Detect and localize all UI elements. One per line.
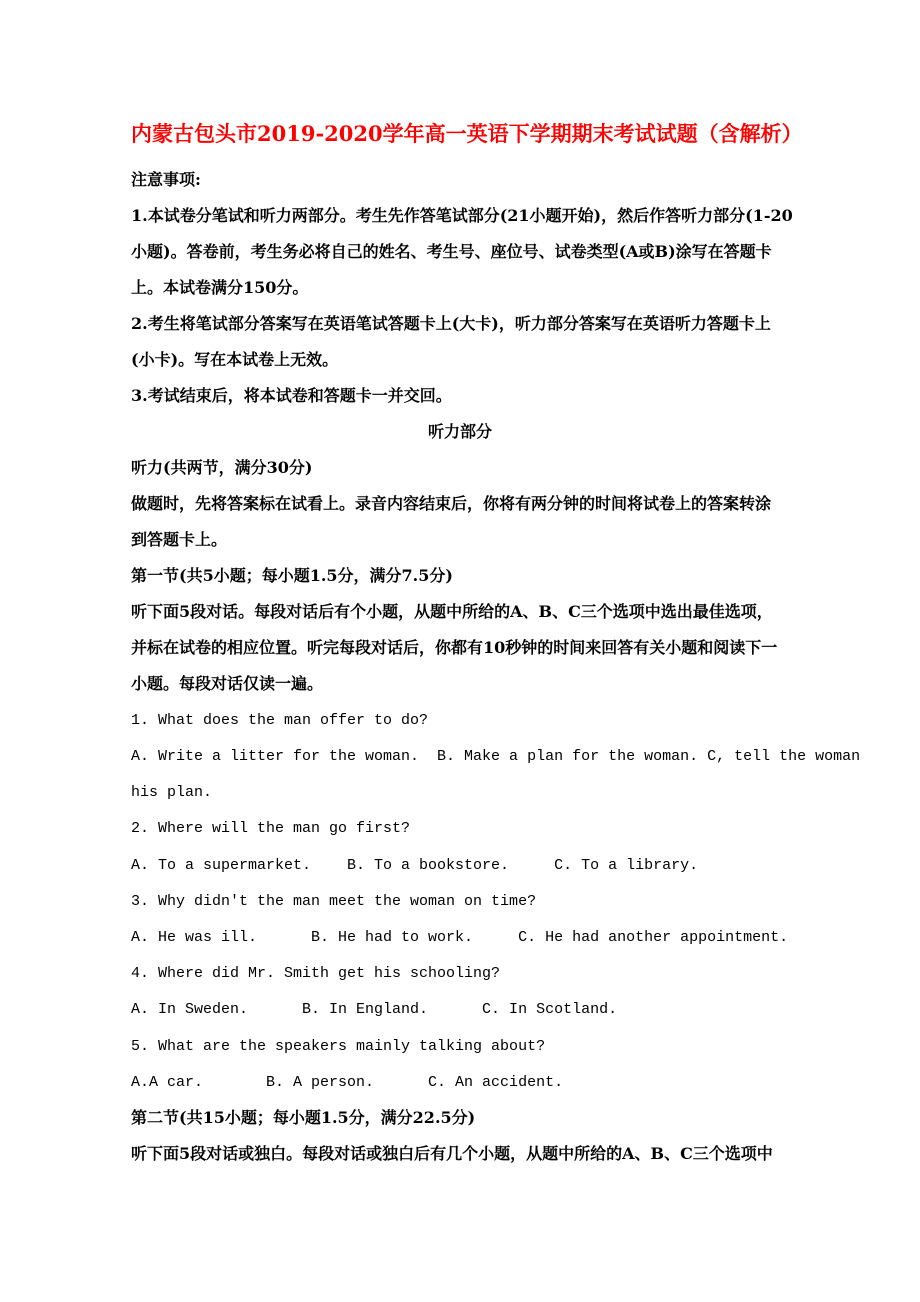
section-title: 听力部分 (427, 422, 492, 441)
question-3-options: A. He was ill. B. He had to work. C. He had another appointment. (131, 929, 789, 946)
part2-intro-line-1: 听下面5段对话或独白。每段对话或独白后有几个小题，从题中所给的A、B、C三个选项中 (131, 1144, 773, 1163)
question-4-options: A. In Sweden. B. In England. C. In Scotland. (131, 1001, 618, 1018)
question-1: 1. What does the man offer to do? (131, 712, 429, 729)
notice-2-line-1: 2.考生将笔试部分答案写在英语笔试答题卡上(大卡)，听力部分答案写在英语听力答题卡上 (131, 314, 771, 333)
part1-intro-line-2: 并标在试卷的相应位置。听完每段对话后，你都有10秒钟的时间来回答有关小题和阅读下一 (131, 638, 778, 657)
question-2: 2. Where will the man go first? (131, 820, 411, 837)
part1-intro-line-1: 听下面5段对话。每段对话后有个小题，从题中所给的A、B、C三个选项中选出最佳选项， (131, 602, 773, 621)
question-5-options: A.A car. B. A person. C. An accident. (131, 1074, 564, 1091)
question-1-options-line-1: A. Write a litter for the woman. B. Make a plan for the woman. C, tell the woman (131, 748, 861, 765)
listening-intro-line-2: 到答题卡上。 (131, 530, 228, 549)
listening-intro-line-1: 做题时，先将答案标在试看上。录音内容结束后，你将有两分钟的时间将试卷上的答案转涂 (131, 494, 772, 513)
notice-1-line-3: 上。本试卷满分150分。 (131, 278, 309, 297)
notice-1-line-2: 小题)。答卷前，考生务必将自己的姓名、考生号、座位号、试卷类型(A或B)涂写在答题卡 (131, 242, 772, 261)
notice-2-line-2: (小卡)。写在本试卷上无效。 (131, 350, 339, 369)
question-4: 4. Where did Mr. Smith get his schooling? (131, 965, 501, 982)
question-5: 5. What are the speakers mainly talking about? (131, 1038, 546, 1055)
question-3: 3. Why didn't the man meet the woman on time? (131, 893, 537, 910)
notice-heading: 注意事项: (131, 170, 201, 189)
notice-1-line-1: 1.本试卷分笔试和听力两部分。考生先作答笔试部分(21小题开始)，然后作答听力部分(1-20 (131, 206, 793, 225)
notice-3: 3.考试结束后，将本试卷和答题卡一并交回。 (131, 386, 452, 405)
listening-heading: 听力(共两节，满分30分) (131, 458, 313, 477)
question-2-options: A. To a supermarket. B. To a bookstore. C. To a library. (131, 857, 699, 874)
part1-intro-line-3: 小题。每段对话仅读一遍。 (131, 674, 324, 693)
part1-heading: 第一节(共5小题；每小题1.5分，满分7.5分) (131, 566, 453, 585)
document-title: 内蒙古包头市2019-2020学年高一英语下学期期末考试试题（含解析） (131, 121, 803, 146)
part2-heading: 第二节(共15小题；每小题1.5分，满分22.5分) (131, 1108, 476, 1127)
question-1-options-line-2: his plan. (131, 784, 213, 801)
